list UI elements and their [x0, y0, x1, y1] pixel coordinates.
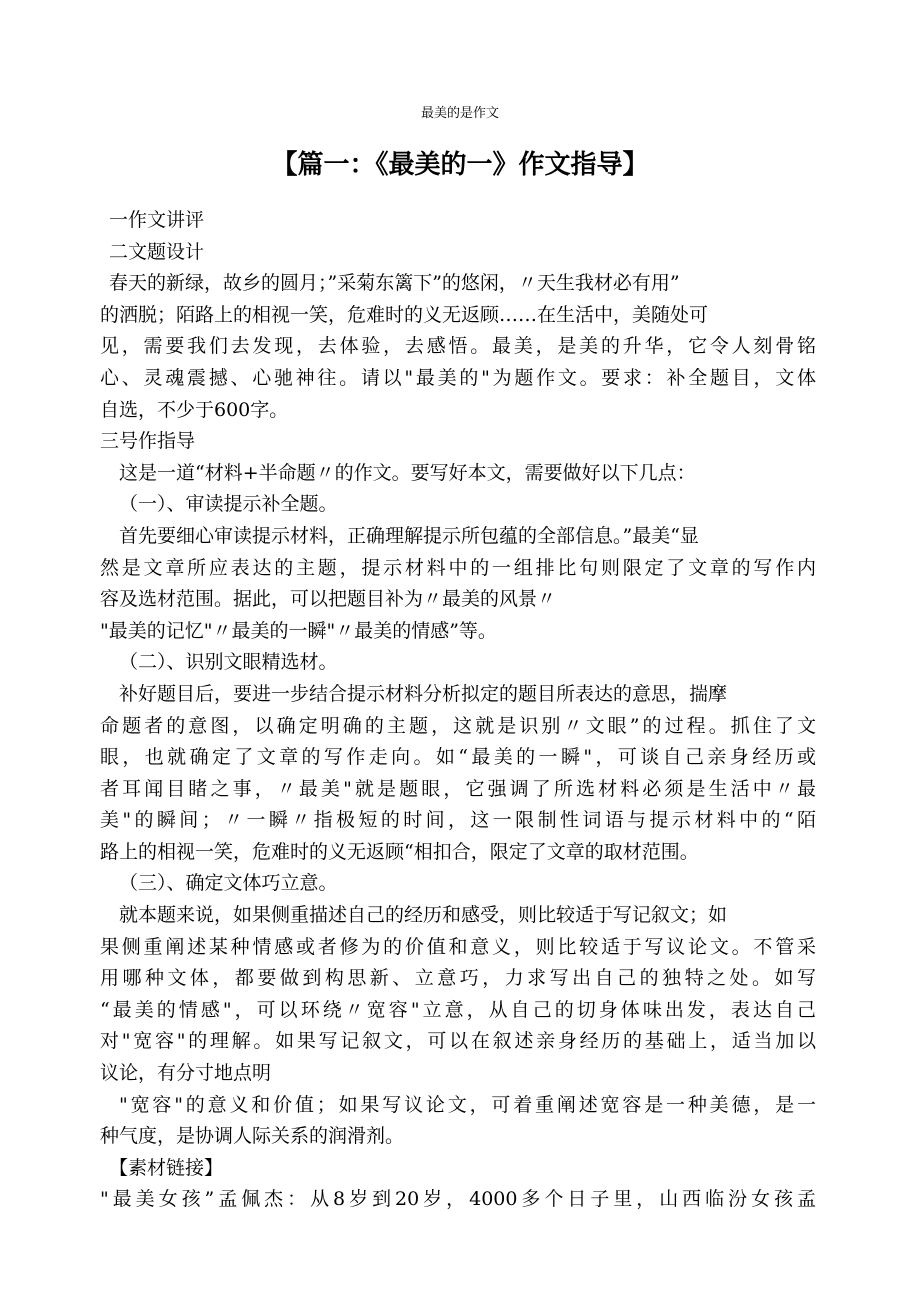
- text-line: 补好题目后，要进一步结合提示材料分析拟定的题目所表达的意思，揣摩: [119, 682, 728, 705]
- text-line: 命题者的意图，以确定明确的主题，这就是识别〃文眼”的过程。抓住了文: [100, 714, 816, 737]
- text-line: 眼，也就确定了文章的写作走向。如“最美的一瞬"，可谈自己亲身经历或: [100, 746, 816, 769]
- text-line: 这是一道“材料+半命题〃的作文。要写好本文，需要做好以下几点：: [119, 461, 696, 484]
- text-line: 首先要细心审读提示材料，正确理解提示所包蕴的全部信息。”最美“显: [119, 524, 699, 547]
- text-line: 春天的新绿，故乡的圆月；”采菊东篱下”的悠闲，〃天生我材必有用”: [109, 272, 680, 295]
- text-line: （二）、识别文眼精选材。: [119, 651, 338, 674]
- text-line: "宽容"的意义和价值；如果写议论文，可着重阐述宽容是一种美德，是一: [119, 1093, 816, 1116]
- text-line: 种气度，是协调人际关系的润滑剂。: [100, 1125, 405, 1148]
- text-line: 议论，有分寸地点明: [100, 1062, 272, 1085]
- text-line: 心、灵魂震撼、心驰神往。请以"最美的"为题作文。要求：补全题目，文体: [100, 366, 816, 389]
- text-line: 对"宽容"的理解。如果写记叙文，可以在叙述亲身经历的基础上，适当加以: [100, 1030, 816, 1053]
- text-line: "最美的记忆"〃最美的一瞬"〃最美的情感”等。: [100, 619, 497, 642]
- text-line: 的洒脱；陌路上的相视一笑，危难时的义无返顾……在生活中，美随处可: [100, 303, 709, 326]
- text-line: 用哪种文体，都要做到构思新、立意巧，力求写出自己的独特之处。如写: [100, 967, 816, 990]
- text-line: （三）、确定文体巧立意。: [119, 872, 338, 895]
- article-body: [100, 205, 816, 1216]
- text-line: 然是文章所应表达的主题，提示材料中的一组排比句则限定了文章的写作内: [100, 556, 816, 579]
- text-line: 三号作指导: [100, 430, 196, 453]
- text-line: 【素材链接】: [109, 1156, 224, 1179]
- text-line: 一作文讲评: [109, 209, 205, 231]
- text-line: 果侧重阐述某种情感或者修为的价值和意义，则比较适于写议论文。不管采: [100, 935, 816, 958]
- text-line: 见，需要我们去发现，去体验，去感悟。最美，是美的升华，它令人刻骨铭: [100, 335, 816, 358]
- text-line: “最美的情感"，可以环绕〃宽容"立意，从自己的切身体味出发，表达自己: [100, 998, 816, 1021]
- text-line: 自选，不少于600字。: [100, 398, 289, 421]
- text-line: 路上的相视一笑，危难时的义无返顾“相扣合，限定了文章的取材范围。: [100, 840, 699, 863]
- text-line: 二文题设计: [109, 240, 205, 263]
- text-line: 者耳闻目睹之事，〃最美"就是题眼，它强调了所选材料必须是生活中〃最: [100, 777, 816, 800]
- document-title: 【篇一：《最美的一》作文指导】: [271, 150, 649, 180]
- text-line: 美"的瞬间；〃一瞬〃指极短的时间，这一限制性词语与提示材料中的“陌: [100, 809, 816, 832]
- text-line: "最美女孩”孟佩杰：从8岁到20岁，4000多个日子里，山西临汾女孩孟: [100, 1188, 816, 1211]
- running-title: 最美的是作文: [420, 106, 499, 121]
- text-line: 就本题来说，如果侧重描述自己的经历和感受，则比较适于写记叙文；如: [119, 904, 728, 927]
- text-line: 容及选材范围。据此，可以把题目补为〃最美的风景〃: [100, 588, 557, 611]
- text-line: （一）、审读提示补全题。: [119, 493, 338, 516]
